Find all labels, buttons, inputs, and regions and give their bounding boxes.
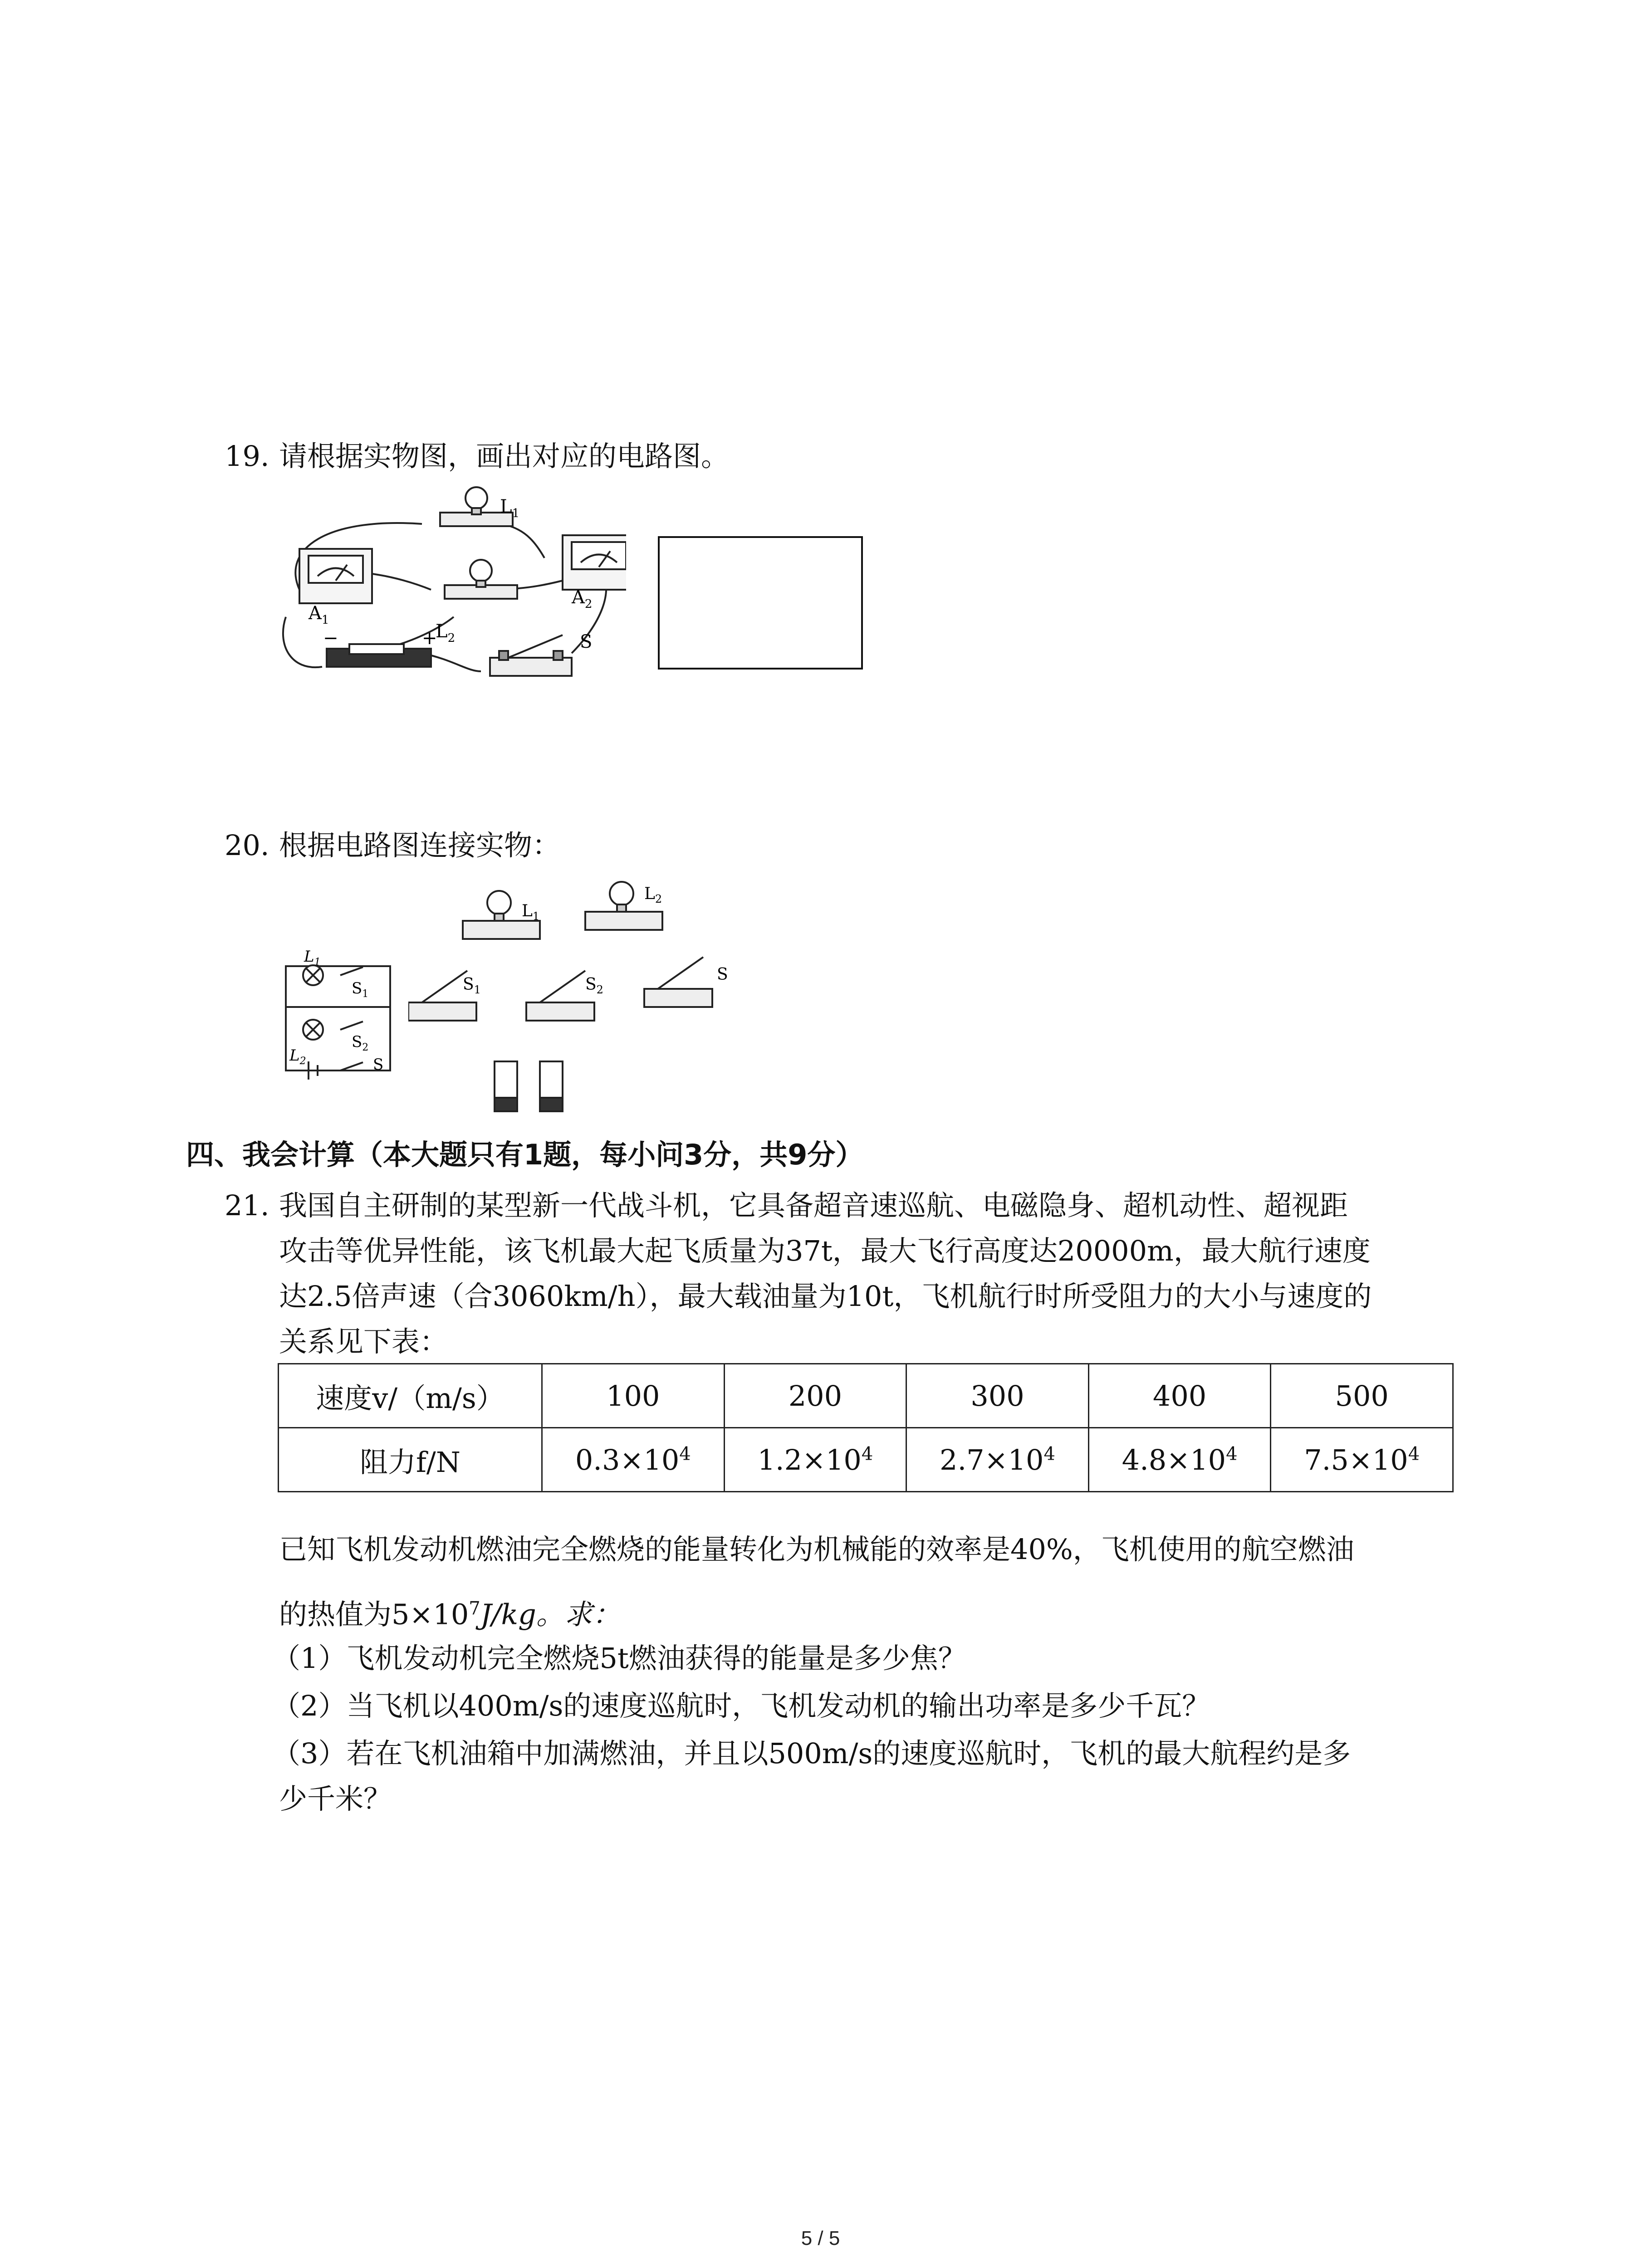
- q21-given-line-1: 已知飞机发动机燃油完全燃烧的能量转化为机械能的效率是40%，飞机使用的航空燃油: [279, 1533, 1354, 1566]
- q21-line-3: 达2.5倍声速（合3060km/h），最大载油量为10t，飞机航行时所受阻力的大小与速度的: [279, 1280, 1372, 1313]
- q20-diagram-label-L1: $L_1$: [304, 948, 321, 968]
- q20-component-label-S2: $S_2$: [585, 975, 603, 996]
- q20-component-label-S1: $S_1$: [463, 975, 481, 996]
- table-header-speed: 速度v/（m/s）: [279, 1364, 542, 1428]
- q20-diagram-label-S2: $S_2$: [352, 1033, 369, 1053]
- table-header-drag: 阻力f/N: [279, 1428, 542, 1492]
- q21-question-3-cont: 少千米？: [279, 1782, 392, 1815]
- q19-label-plus: +: [422, 628, 437, 649]
- q19-answer-box[interactable]: [658, 536, 863, 670]
- q20-diagram-label-S: S: [373, 1056, 384, 1074]
- table-cell: 500: [1271, 1364, 1453, 1428]
- q20-component-label-L2: $L_2$: [644, 885, 662, 905]
- q21-line-2: 攻击等优异性能，该飞机最大起飞质量为37t，最大飞行高度达20000m，最大航行速度: [279, 1234, 1371, 1267]
- section-heading: 四、我会计算（本大题只有1题，每小问3分，共9分）: [186, 1138, 864, 1171]
- q21-line-1: 我国自主研制的某型新一代战斗机，它具备超音速巡航、电磁隐身、超机动性、超视距: [279, 1189, 1348, 1222]
- q21-line-4: 关系见下表：: [279, 1325, 448, 1358]
- q19-physical-circuit-figure: [272, 481, 626, 689]
- table-cell: $1.2\times 10^4$: [724, 1428, 906, 1492]
- table-cell: 100: [542, 1364, 725, 1428]
- q20-text: 根据电路图连接实物：: [279, 829, 561, 862]
- q19-number: 19.: [225, 440, 269, 473]
- q19-label-S: S: [580, 631, 593, 652]
- q21-question-1: （1）飞机发动机完全燃烧5t燃油获得的能量是多少焦？: [272, 1642, 966, 1675]
- q21-question-2: （2）当飞机以400m/s的速度巡航时，飞机发动机的输出功率是多少千瓦？: [272, 1689, 1210, 1722]
- table-cell: 300: [906, 1364, 1089, 1428]
- page-number: 5 / 5: [801, 2227, 840, 2249]
- q20-component-label-S: S: [717, 965, 728, 984]
- q20-physical-components: [408, 871, 753, 1116]
- q19-label-A1: $A_1$: [309, 603, 329, 627]
- table-cell: $0.3\times 10^4$: [542, 1428, 725, 1492]
- q19-label-L1: $L_1$: [500, 496, 520, 520]
- q20-diagram-label-S1: $S_1$: [352, 979, 369, 1000]
- q21-question-3: （3）若在飞机油箱中加满燃油，并且以500m/s的速度巡航时，飞机的最大航程约是多: [272, 1737, 1351, 1770]
- table-cell: $4.8\times 10^4$: [1088, 1428, 1271, 1492]
- q20-number: 20.: [225, 829, 269, 862]
- table-cell: $7.5\times 10^4$: [1271, 1428, 1453, 1492]
- q19-label-minus: −: [323, 628, 338, 649]
- speed-drag-table: [278, 1363, 1454, 1492]
- q19-text: 请根据实物图，画出对应的电路图。: [279, 440, 730, 473]
- q20-component-label-L1: $L_1$: [522, 902, 540, 923]
- table-cell: $2.7\times 10^4$: [906, 1428, 1089, 1492]
- q20-circuit-diagram: [272, 925, 404, 1080]
- q19-label-A2: $A_2$: [572, 587, 593, 611]
- q19-label-L2: $L_2$: [436, 621, 456, 645]
- table-row: [279, 1428, 1453, 1492]
- table-cell: 400: [1088, 1364, 1271, 1428]
- table-row: [279, 1364, 1453, 1428]
- table-cell: 200: [724, 1364, 906, 1428]
- q21-given-line-2: 的热值为$5\times 10^7J/kg$。求：: [279, 1598, 621, 1631]
- q21-number: 21.: [225, 1189, 269, 1222]
- q20-diagram-label-L2: $L_2$: [289, 1046, 306, 1067]
